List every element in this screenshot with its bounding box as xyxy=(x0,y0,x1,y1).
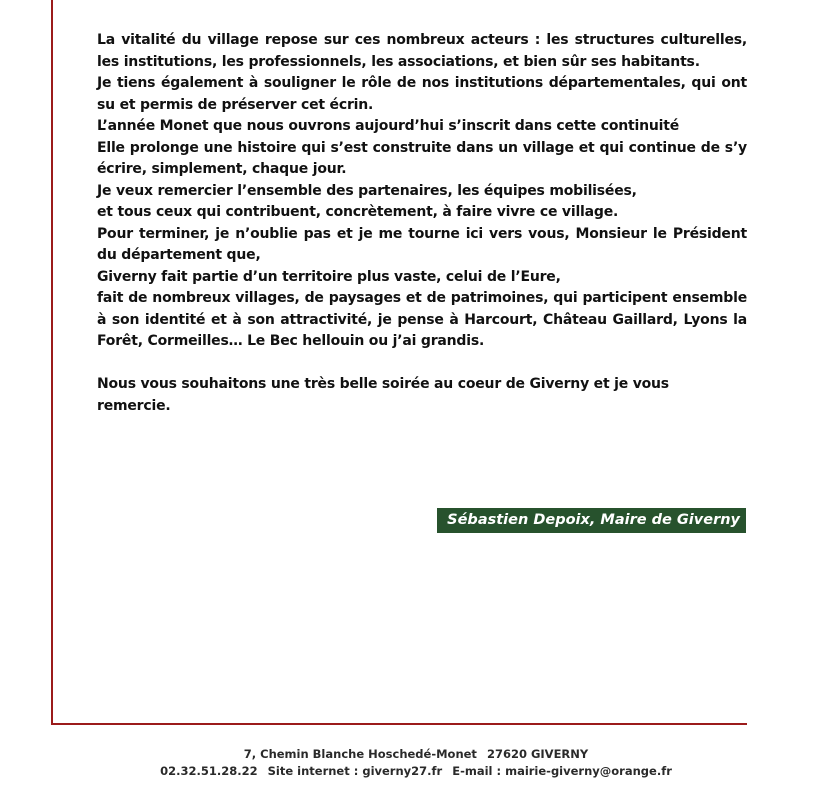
letter-paragraph: Elle prolonge une histoire qui s’est construite dans un village et qui continue de s’y écrire, simplement, chaque jour. xyxy=(97,139,747,177)
letter-closing: Nous vous souhaitons une très belle soirée au coeur de Giverny et je vous remercie. xyxy=(97,376,669,414)
letter-paragraph: Pour terminer, je n’oublie pas et je me tourne ici vers vous, Monsieur le Président du département que, xyxy=(97,225,747,263)
letter-paragraph: L’année Monet que nous ouvrons aujourd’hui s’inscrit dans cette continuité xyxy=(97,118,680,134)
footer-postal: 27620 GIVERNY xyxy=(486,747,589,761)
letter-paragraph: et tous ceux qui contribuent, concrètement, à faire vivre ce village. xyxy=(97,204,619,220)
letter-paragraph: Giverny fait partie d’un territoire plus vaste, celui de l’Eure, xyxy=(97,268,561,285)
letter-paragraph: La vitalité du village repose sur ces nombreux acteurs : les structures culturelles, les institutions, les professionnels, les associations, et bien sûr ses habitants. xyxy=(97,32,747,70)
footer-email: E-mail : mairie-giverny@orange.fr xyxy=(452,764,672,778)
letter-body xyxy=(97,30,747,417)
letter-paragraph: Je veux remercier l’ensemble des partenaires, les équipes mobilisées, xyxy=(97,182,637,199)
footer-address-line xyxy=(0,746,832,762)
footer-address: 7, Chemin Blanche Hoschedé-Monet xyxy=(243,747,477,761)
letter-paragraph: fait de nombreux villages, de paysages et de patrimoines, qui participent ensemble à son identité et à son attractivité, je pense à Harcourt, Château Gaillard, Lyons la Forêt, Cormeilles… Le Bec hellouin ou j’ai grandis. xyxy=(97,290,747,349)
footer-contact-line xyxy=(0,763,832,779)
signature-banner: Sébastien Depoix, Maire de Giverny xyxy=(437,508,746,533)
footer-website: Site internet : giverny27.fr xyxy=(267,764,443,778)
footer-phone: 02.32.51.28.22 xyxy=(160,764,258,778)
letter-paragraph: Je tiens également à souligner le rôle de nos institutions départementales, qui ont su et permis de préserver cet écrin. xyxy=(97,75,747,113)
